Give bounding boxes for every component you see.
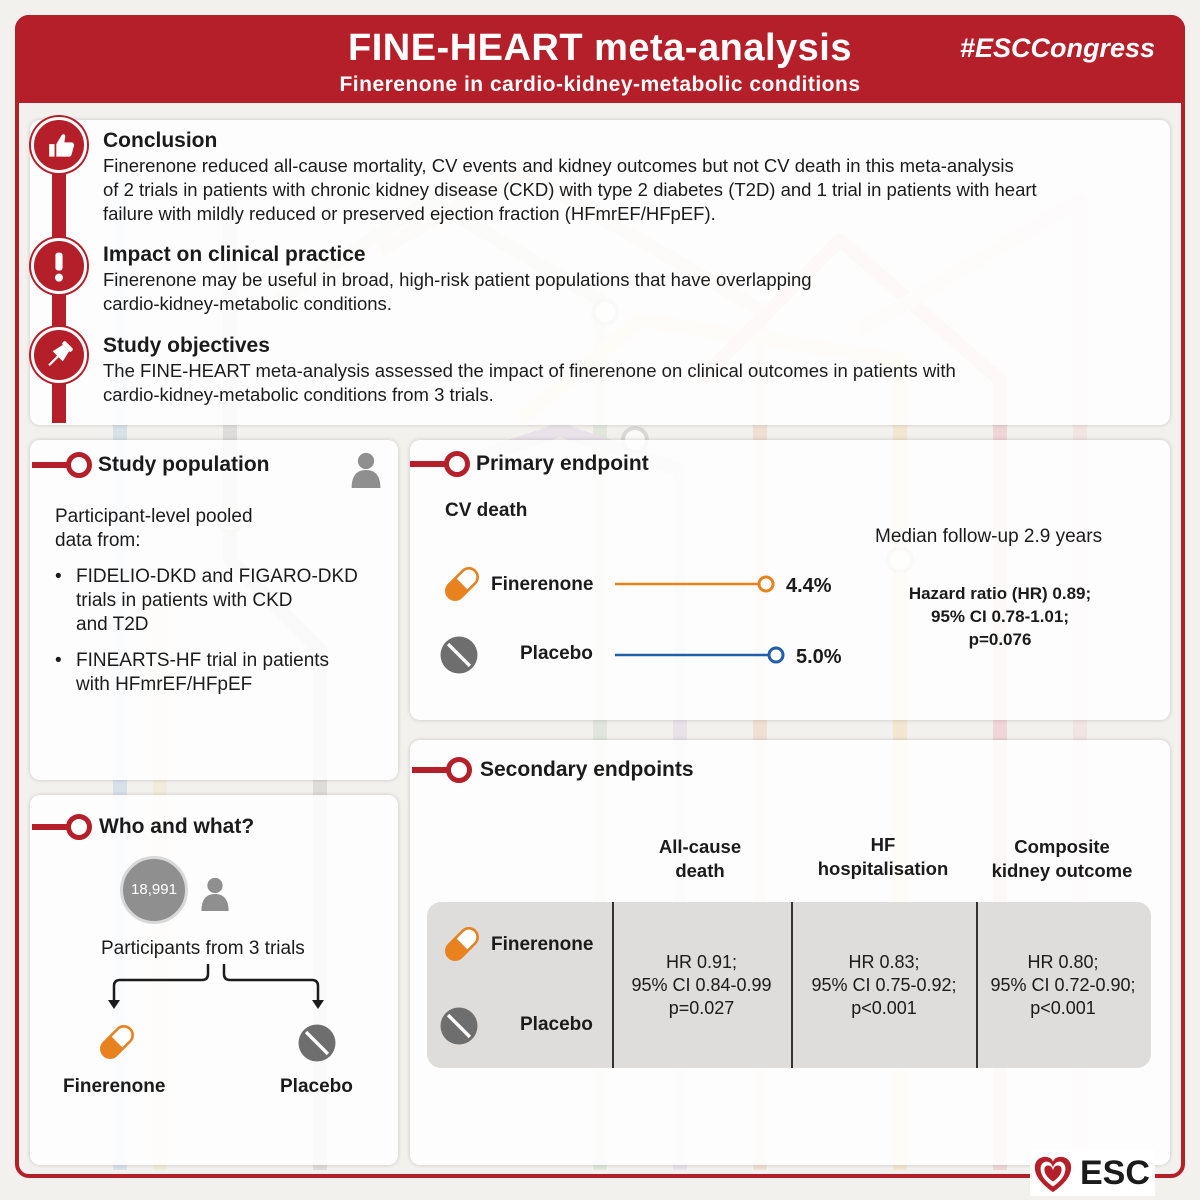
intro-line: Participant-level pooled xyxy=(55,506,253,527)
bullet-line: with HFmrEF/HFpEF xyxy=(76,674,253,695)
conclusion-title: Conclusion xyxy=(103,129,218,152)
conclusion-text xyxy=(103,154,1037,226)
placebo-pill-icon xyxy=(296,1022,338,1064)
page-title: FINE-HEART meta-analysis xyxy=(347,27,852,69)
section-marker xyxy=(444,451,470,477)
conclusion-line: failure with mildly reduced or preserved ejection fraction (HFmrEF/HFpEF). xyxy=(103,203,716,224)
bullet-line: FINEARTS-HF trial in patients xyxy=(76,650,330,671)
split-arrows xyxy=(100,962,340,1012)
population-bullet-1 xyxy=(55,565,358,637)
population-bullet-2 xyxy=(55,649,329,697)
result-line: 95% CI 0.72-0.90; xyxy=(990,975,1136,995)
hashtag: #ESCCongress xyxy=(959,33,1155,63)
result-line: 95% CI 0.84-0.99 xyxy=(631,975,772,995)
header-line: death xyxy=(675,860,725,881)
conclusion-line: Finerenone reduced all-cause mortality, CV events and kidney outcomes but not CV death in this meta-analysis xyxy=(103,155,1014,176)
objectives-title: Study objectives xyxy=(103,334,270,357)
result-line: p<0.001 xyxy=(851,998,917,1018)
header-line: hospitalisation xyxy=(817,858,949,879)
primary-finerenone-label: Finerenone xyxy=(491,574,594,595)
result-line: p<0.001 xyxy=(1030,998,1096,1018)
median-follow-up: Median follow-up 2.9 years xyxy=(875,526,1103,547)
thumbs-up-icon xyxy=(31,117,87,173)
placebo-pill-icon xyxy=(438,634,480,676)
objectives-line: cardio-kidney-metabolic conditions from 3 trials. xyxy=(103,384,494,405)
hr-line: 95% CI 0.78-1.01; xyxy=(931,607,1069,626)
section-marker xyxy=(446,757,472,783)
secondary-finerenone-label: Finerenone xyxy=(491,934,594,955)
hr-line: p=0.076 xyxy=(968,630,1032,649)
exclamation-icon xyxy=(31,238,87,294)
result-line: p=0.027 xyxy=(668,998,735,1018)
person-icon xyxy=(198,875,232,913)
header-line: kidney outcome xyxy=(991,860,1133,881)
conclusion-line: of 2 trials in patients with chronic kidney disease (CKD) with type 2 diabetes (T2D) and 1 trial in patients with heart xyxy=(103,179,1037,200)
secondary-endpoints-title: Secondary endpoints xyxy=(480,758,694,781)
objectives-text xyxy=(103,359,956,407)
participant-count: 18,991 xyxy=(131,881,177,898)
placebo-rate-line xyxy=(612,645,792,665)
result-line: HR 0.83; xyxy=(848,952,920,972)
bullet-line: FIDELIO-DKD and FIGARO-DKD xyxy=(76,566,358,587)
impact-title: Impact on clinical practice xyxy=(103,243,366,266)
result-line: HR 0.91; xyxy=(665,952,738,972)
heart-logo-icon xyxy=(1032,1154,1074,1196)
primary-endpoint-title: Primary endpoint xyxy=(476,452,649,475)
col-header-hf-hospitalisation xyxy=(793,833,973,881)
col-header-all-cause-death xyxy=(615,835,785,883)
intro-line: data from: xyxy=(55,530,141,551)
result-composite-kidney xyxy=(979,951,1147,1020)
impact-line: cardio-kidney-metabolic conditions. xyxy=(103,293,392,314)
bullet-dot: • xyxy=(55,566,62,587)
header-line: HF xyxy=(870,834,896,855)
primary-finerenone-value: 4.4% xyxy=(786,575,832,597)
finerenone-rate-line xyxy=(612,574,782,594)
arm-finerenone-label: Finerenone xyxy=(63,1076,166,1097)
esc-logo-text: ESC xyxy=(1080,1154,1150,1192)
esc-logo xyxy=(1030,1150,1155,1196)
result-line: HR 0.80; xyxy=(1027,952,1099,972)
person-icon xyxy=(348,450,384,490)
secondary-placebo-label: Placebo xyxy=(520,1014,593,1035)
pushpin-icon xyxy=(31,327,87,383)
study-population-title: Study population xyxy=(98,453,270,476)
placebo-pill-icon xyxy=(438,1005,480,1047)
primary-endpoint-name: CV death xyxy=(445,500,528,521)
header-line: All-cause xyxy=(658,836,742,857)
who-and-what-title: Who and what? xyxy=(99,815,255,838)
result-all-cause-death xyxy=(615,951,788,1020)
page-subtitle: Finerenone in cardio-kidney-metabolic conditions xyxy=(339,73,861,96)
col-header-composite-kidney xyxy=(977,835,1147,883)
bullet-dot: • xyxy=(55,650,62,671)
table-divider xyxy=(976,902,978,1068)
hr-line: Hazard ratio (HR) 0.89; xyxy=(908,584,1092,603)
participants-label: Participants from 3 trials xyxy=(101,938,305,959)
participant-count-badge xyxy=(120,856,188,924)
population-intro xyxy=(55,505,253,553)
header-banner xyxy=(15,15,1185,103)
objectives-line: The FINE-HEART meta-analysis assessed the impact of finerenone on clinical outcomes in patients with xyxy=(103,360,956,381)
impact-text xyxy=(103,268,812,316)
bullet-line: trials in patients with CKD xyxy=(76,590,293,611)
finerenone-pill-icon xyxy=(440,922,484,966)
result-line: 95% CI 0.75-0.92; xyxy=(811,975,957,995)
section-marker xyxy=(66,814,92,840)
impact-line: Finerenone may be useful in broad, high-risk patient populations that have overlapping xyxy=(103,269,812,290)
hazard-ratio-block xyxy=(880,582,1120,651)
primary-placebo-value: 5.0% xyxy=(796,646,842,668)
finerenone-pill-icon xyxy=(95,1020,139,1064)
table-divider xyxy=(791,902,793,1068)
section-marker xyxy=(66,452,92,478)
finerenone-pill-icon xyxy=(440,562,484,606)
result-hf-hospitalisation xyxy=(794,951,974,1020)
header-line: Composite xyxy=(1014,836,1110,857)
table-divider xyxy=(612,902,614,1068)
primary-placebo-label: Placebo xyxy=(520,643,593,664)
arm-placebo-label: Placebo xyxy=(280,1076,353,1097)
bullet-line: and T2D xyxy=(76,614,149,635)
